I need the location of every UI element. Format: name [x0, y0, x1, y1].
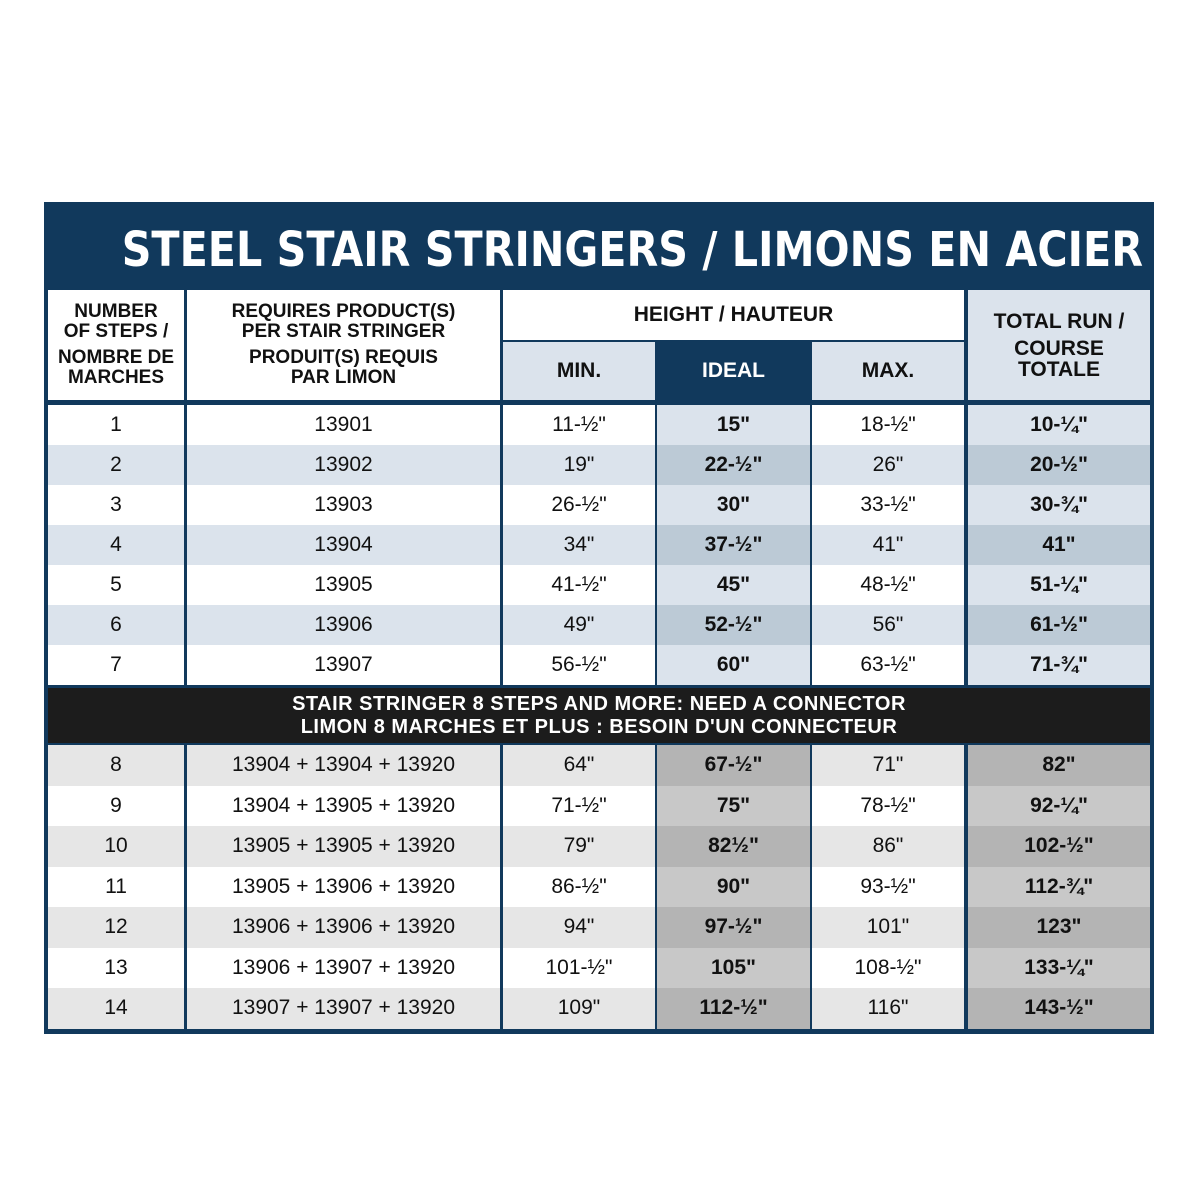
cell-steps: 3 — [48, 485, 184, 525]
header-product-line4: PAR LIMON — [290, 367, 397, 388]
cell-max: 41" — [812, 525, 964, 565]
cell-max: 108-½" — [812, 948, 964, 989]
chart-title: STEEL STAIR STRINGERS / LIMONS EN ACIER — [121, 222, 1144, 278]
cell-steps: 12 — [48, 907, 184, 948]
cell-ideal: 30" — [657, 485, 810, 525]
cell-max: 78-½" — [812, 786, 964, 827]
cell-product: 13906 — [187, 605, 500, 645]
cell-max: 56" — [812, 605, 964, 645]
cell-ideal: 112-½" — [657, 988, 810, 1029]
cell-total: 143-½" — [968, 988, 1150, 1029]
cell-ideal: 97-½" — [657, 907, 810, 948]
cell-max: 71" — [812, 745, 964, 786]
header-height-label: HEIGHT / HAUTEUR — [633, 303, 834, 326]
cell-steps: 8 — [48, 745, 184, 786]
cell-min: 64" — [503, 745, 655, 786]
cell-min: 34" — [503, 525, 655, 565]
header-total-line3: TOTALE — [1017, 357, 1101, 381]
cell-total: 30-¾" — [968, 485, 1150, 525]
cell-steps: 1 — [48, 405, 184, 445]
cell-min: 41-½" — [503, 565, 655, 605]
cell-steps: 7 — [48, 645, 184, 685]
header-steps-line3: NOMBRE DE — [57, 347, 175, 368]
cell-ideal: 52-½" — [657, 605, 810, 645]
header-product-line3: PRODUIT(S) REQUIS — [249, 347, 438, 368]
cell-min: 71-½" — [503, 786, 655, 827]
cell-max: 33-½" — [812, 485, 964, 525]
cell-min: 109" — [503, 988, 655, 1029]
cell-total: 51-¼" — [968, 565, 1150, 605]
cell-total: 133-¼" — [968, 948, 1150, 989]
connector-notice-banner — [48, 688, 1150, 743]
cell-ideal: 90" — [657, 867, 810, 908]
cell-min: 26-½" — [503, 485, 655, 525]
cell-product: 13906 + 13907 + 13920 — [187, 948, 500, 989]
cell-steps: 10 — [48, 826, 184, 867]
cell-total: 71-¾" — [968, 645, 1150, 685]
header-max-label: MAX. — [861, 359, 915, 382]
stair-stringer-chart — [44, 202, 1154, 1034]
cell-max: 48-½" — [812, 565, 964, 605]
cell-max: 18-½" — [812, 405, 964, 445]
cell-total: 102-½" — [968, 826, 1150, 867]
cell-max: 101" — [812, 907, 964, 948]
cell-min: 49" — [503, 605, 655, 645]
cell-max: 63-½" — [812, 645, 964, 685]
cell-ideal: 22-½" — [657, 445, 810, 485]
cell-product: 13902 — [187, 445, 500, 485]
cell-max: 26" — [812, 445, 964, 485]
cell-product: 13903 — [187, 485, 500, 525]
cell-ideal: 60" — [657, 645, 810, 685]
cell-total: 61-½" — [968, 605, 1150, 645]
cell-total: 10-¼" — [968, 405, 1150, 445]
cell-min: 94" — [503, 907, 655, 948]
cell-max: 116" — [812, 988, 964, 1029]
header-steps-line2: OF STEPS / — [63, 321, 169, 342]
header-steps-line1: NUMBER — [74, 301, 158, 322]
cell-min: 56-½" — [503, 645, 655, 685]
cell-product: 13901 — [187, 405, 500, 445]
cell-steps: 5 — [48, 565, 184, 605]
cell-product: 13906 + 13906 + 13920 — [187, 907, 500, 948]
cell-min: 101-½" — [503, 948, 655, 989]
cell-total: 20-½" — [968, 445, 1150, 485]
cell-min: 79" — [503, 826, 655, 867]
cell-steps: 11 — [48, 867, 184, 908]
header-required-products — [187, 290, 500, 400]
cell-total: 123" — [968, 907, 1150, 948]
header-total-line1: TOTAL RUN / — [993, 309, 1125, 333]
header-ideal-label: IDEAL — [702, 359, 765, 382]
cell-steps: 2 — [48, 445, 184, 485]
cell-ideal: 105" — [657, 948, 810, 989]
cell-product: 13904 + 13904 + 13920 — [187, 745, 500, 786]
cell-ideal: 67-½" — [657, 745, 810, 786]
cell-total: 92-¼" — [968, 786, 1150, 827]
header-total-run — [968, 290, 1150, 400]
cell-steps: 6 — [48, 605, 184, 645]
cell-product: 13907 + 13907 + 13920 — [187, 988, 500, 1029]
cell-steps: 14 — [48, 988, 184, 1029]
cell-product: 13905 + 13905 + 13920 — [187, 826, 500, 867]
cell-product: 13907 — [187, 645, 500, 685]
cell-product: 13904 — [187, 525, 500, 565]
header-product-line1: REQUIRES PRODUCT(S) — [231, 301, 456, 322]
header-height — [503, 290, 964, 340]
cell-total: 82" — [968, 745, 1150, 786]
cell-product: 13905 + 13906 + 13920 — [187, 867, 500, 908]
cell-ideal: 45" — [657, 565, 810, 605]
header-total-line2: COURSE — [1014, 336, 1104, 360]
cell-max: 93-½" — [812, 867, 964, 908]
cell-max: 86" — [812, 826, 964, 867]
cell-steps: 13 — [48, 948, 184, 989]
connector-notice-en: STAIR STRINGER 8 STEPS AND MORE: NEED A CONNECTOR — [292, 692, 906, 715]
cell-ideal: 15" — [657, 405, 810, 445]
connector-notice-fr: LIMON 8 MARCHES ET PLUS : BESOIN D'UN CONNECTEUR — [300, 715, 898, 738]
cell-total: 112-¾" — [968, 867, 1150, 908]
cell-product: 13904 + 13905 + 13920 — [187, 786, 500, 827]
cell-ideal: 75" — [657, 786, 810, 827]
header-ideal — [657, 342, 810, 400]
header-min-label: MIN. — [556, 359, 602, 382]
cell-total: 41" — [968, 525, 1150, 565]
cell-steps: 9 — [48, 786, 184, 827]
cell-product: 13905 — [187, 565, 500, 605]
header-product-line2: PER STAIR STRINGER — [241, 321, 446, 342]
header-steps-line4: MARCHES — [67, 367, 165, 388]
cell-min: 86-½" — [503, 867, 655, 908]
header-max — [812, 342, 964, 400]
cell-ideal: 82½" — [657, 826, 810, 867]
cell-min: 19" — [503, 445, 655, 485]
header-number-of-steps — [48, 290, 184, 400]
header-min — [503, 342, 655, 400]
cell-ideal: 37-½" — [657, 525, 810, 565]
cell-steps: 4 — [48, 525, 184, 565]
cell-min: 11-½" — [503, 405, 655, 445]
